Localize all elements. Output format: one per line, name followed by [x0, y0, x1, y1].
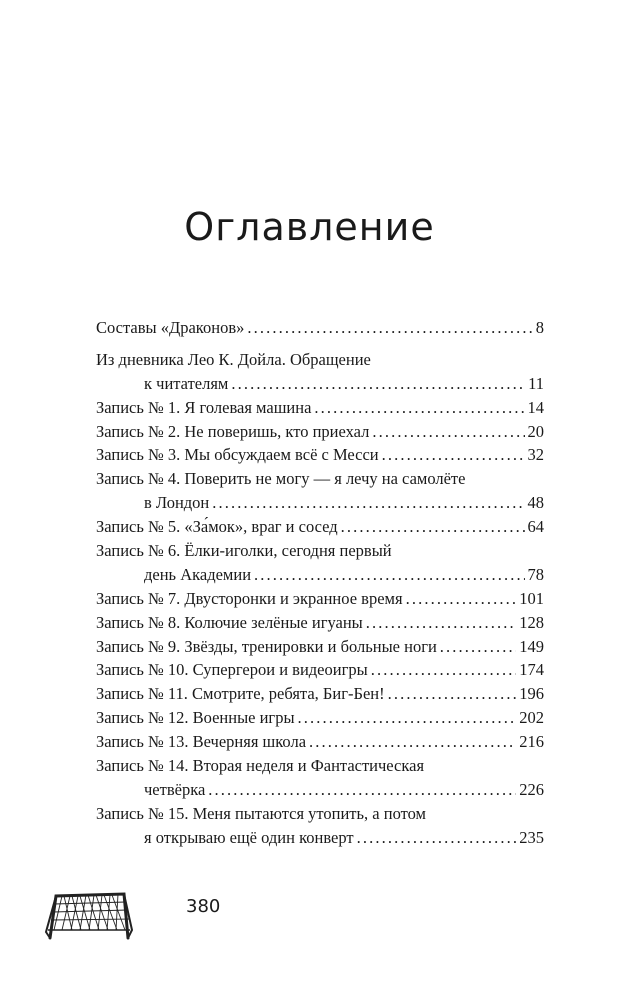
toc-entry-title: Составы «Драконов» [96, 318, 245, 337]
toc-page-number: 174 [519, 660, 544, 680]
toc-line [96, 539, 544, 563]
dot-leader [309, 730, 516, 754]
dot-leader [372, 420, 524, 444]
toc-page-number: 8 [535, 318, 544, 337]
toc-page-number: 14 [527, 397, 544, 417]
toc-line [96, 348, 544, 372]
toc-page-number: 11 [528, 373, 544, 393]
toc-line [96, 467, 544, 491]
toc-line [96, 515, 544, 539]
toc-line [96, 635, 544, 659]
toc-entry [96, 515, 544, 539]
dot-leader [298, 706, 517, 730]
toc-line [96, 754, 544, 778]
toc-entry-title: Запись № 8. Колючие зелёные игуаны [96, 612, 363, 632]
toc-entry [96, 539, 544, 587]
toc-page-number: 64 [527, 517, 544, 537]
toc-entry-title: Запись № 13. Вечерняя школа [96, 732, 307, 752]
toc-entry-title: Запись № 3. Мы обсуждаем всё с Месси [96, 445, 379, 465]
toc-line [96, 802, 544, 826]
toc-line [96, 491, 544, 515]
toc-entry [96, 706, 544, 730]
toc-entry-title: Запись № 6. Ёлки-иголки, сегодня первый [96, 541, 392, 561]
toc-line [96, 706, 544, 730]
toc-entry [96, 730, 544, 754]
toc-entry-title: четвёрка [144, 779, 206, 799]
dot-leader [231, 372, 525, 396]
toc-entry-title: Запись № 4. Поверить не могу — я лечу на самолёте [96, 469, 466, 489]
toc-entry [96, 587, 544, 611]
toc-line [96, 658, 544, 682]
toc-line [96, 587, 544, 611]
toc-entry-title: день Академии [144, 564, 252, 584]
toc-page-number: 101 [519, 588, 544, 608]
dot-leader [406, 587, 517, 611]
toc-page-number: 216 [519, 732, 544, 752]
toc-entry [96, 658, 544, 682]
toc-entry-title: в Лондон [144, 493, 210, 513]
toc-line [96, 826, 544, 850]
toc-entry-title: Запись № 1. Я голевая машина [96, 397, 312, 417]
toc-page-number: 202 [519, 708, 544, 728]
toc-entry-title: Запись № 2. Не поверишь, кто приехал [96, 421, 370, 441]
toc-line [96, 372, 544, 396]
toc-entry [96, 348, 544, 396]
page-number: 380 [186, 896, 221, 917]
toc-entry-title: я открываю ещё один конверт [144, 827, 354, 847]
toc-page-number: 235 [519, 827, 544, 847]
toc-entry-title: Запись № 9. Звёзды, тренировки и больные ноги [96, 636, 437, 656]
toc-entry [96, 467, 544, 515]
toc-entry-title: Запись № 12. Военные игры [96, 708, 295, 728]
page-title: Оглавление [184, 205, 435, 250]
dot-leader [440, 635, 516, 659]
toc-entry-title: к читателям [144, 373, 229, 393]
toc-entry-title: Запись № 11. Смотрите, ребята, Биг-Бен! [96, 684, 385, 704]
toc-entry [96, 802, 544, 850]
dot-leader [357, 826, 517, 850]
toc-entry [96, 754, 544, 802]
toc-entry [96, 635, 544, 659]
table-of-contents [96, 316, 544, 850]
toc-page-number: 78 [527, 564, 544, 584]
toc-page-number: 32 [527, 445, 544, 465]
toc-line [96, 316, 544, 340]
dot-leader [371, 658, 517, 682]
toc-page-number: 226 [519, 779, 544, 799]
dot-leader [314, 396, 524, 420]
toc-entry-title: Запись № 5. «За́мок», враг и сосед [96, 517, 338, 537]
soccer-goal-icon [44, 886, 134, 944]
toc-line [96, 420, 544, 444]
toc-entry [96, 396, 544, 420]
dot-leader [388, 682, 517, 706]
toc-page-number: 149 [519, 636, 544, 656]
dot-leader [382, 443, 525, 467]
toc-entry-title: Из дневника Лео К. Дойла. Обращение [96, 349, 371, 369]
toc-line [96, 563, 544, 587]
toc-entry-title: Запись № 10. Супергерои и видеоигры [96, 660, 368, 680]
toc-entry [96, 682, 544, 706]
toc-line [96, 396, 544, 420]
toc-line [96, 682, 544, 706]
toc-entry [96, 611, 544, 635]
toc-line [96, 443, 544, 467]
toc-page-number: 20 [527, 421, 544, 441]
toc-page-number: 128 [519, 612, 544, 632]
toc-page-number: 48 [527, 493, 544, 513]
dot-leader [254, 563, 524, 587]
toc-page-number: 196 [519, 684, 544, 704]
dot-leader [247, 316, 532, 340]
toc-entry-title: Запись № 15. Меня пытаются утопить, а потом [96, 803, 426, 823]
toc-entry [96, 443, 544, 467]
dot-leader [341, 515, 525, 539]
dot-leader [366, 611, 517, 635]
dot-leader [208, 778, 516, 802]
toc-entry [96, 420, 544, 444]
toc-entry [96, 316, 544, 340]
toc-line [96, 611, 544, 635]
dot-leader [212, 491, 524, 515]
toc-entry-title: Запись № 14. Вторая неделя и Фантастическая [96, 756, 425, 776]
toc-line [96, 730, 544, 754]
toc-line [96, 778, 544, 802]
toc-entry-title: Запись № 7. Двусторонки и экранное время [96, 588, 403, 608]
